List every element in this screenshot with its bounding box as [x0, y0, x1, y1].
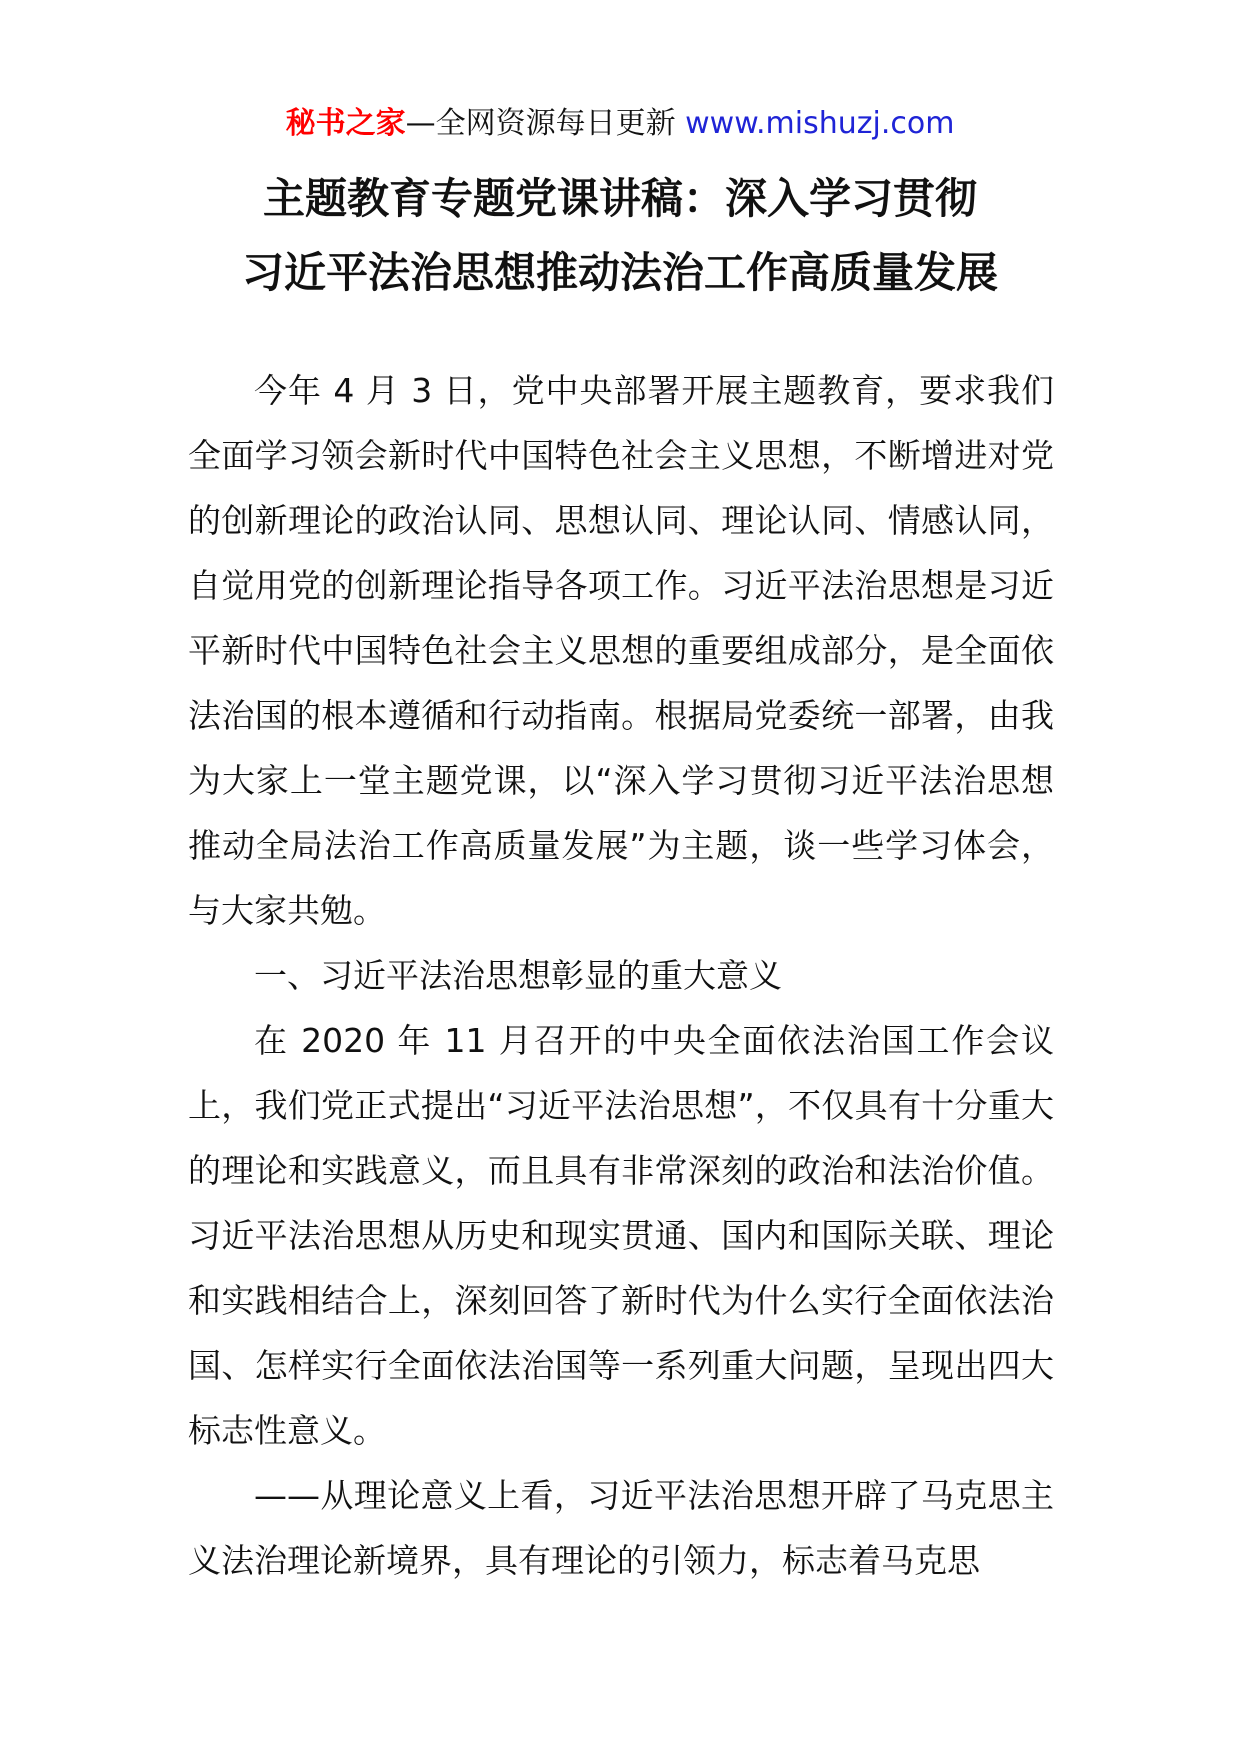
brand-name: 秘书之家: [285, 106, 406, 141]
site-url-link[interactable]: www.mishuzj.com: [685, 106, 955, 141]
title-line-2: 习近平法治思想推动法治工作高质量发展: [241, 248, 998, 297]
intro-paragraph: 今年 4 月 3 日，党中央部署开展主题教育，要求我们全面学习领会新时代中国特色社会主义思想，不断增进对党的创新理论的政治认同、思想认同、理论认同、情感认同，自觉用党的创新理论指导各项工作。习近平法治思想是习近平新时代中国特色社会主义思想的重要组成部分，是全面依法治国的根本遵循和行动指南。根据局党委统一部署，由我为大家上一堂主题党课，以“深入学习贯彻习近平法治思想推动全局法治工作高质量发展”为主题，谈一些学习体会，与大家共勉。: [188, 371, 1054, 930]
section-1-paragraph: 在 2020 年 11 月召开的中央全面依法治国工作会议上，我们党正式提出“习近平法治思想”，不仅具有十分重大的理论和实践意义，而且具有非常深刻的政治和法治价值。习近平法治思想从历史和现实贯通、国内和国际关联、理论和实践相结合上，深刻回答了新时代为什么实行全面依法治国、怎样实行全面依法治国等一系列重大问题，呈现出四大标志性意义。: [188, 1021, 1054, 1450]
site-header: [0, 100, 1240, 148]
theory-significance-paragraph: ——从理论意义上看，习近平法治思想开辟了马克思主义法治理论新境界，具有理论的引领力，标志着马克思: [188, 1476, 1054, 1580]
document-body: [188, 358, 1054, 1593]
header-tagline: —全网资源每日更新: [405, 106, 686, 141]
section-heading-1: 一、习近平法治思想彰显的重大意义: [254, 956, 782, 995]
document-title: [0, 162, 1240, 310]
title-line-1: 主题教育专题党课讲稿：深入学习贯彻: [262, 174, 977, 223]
